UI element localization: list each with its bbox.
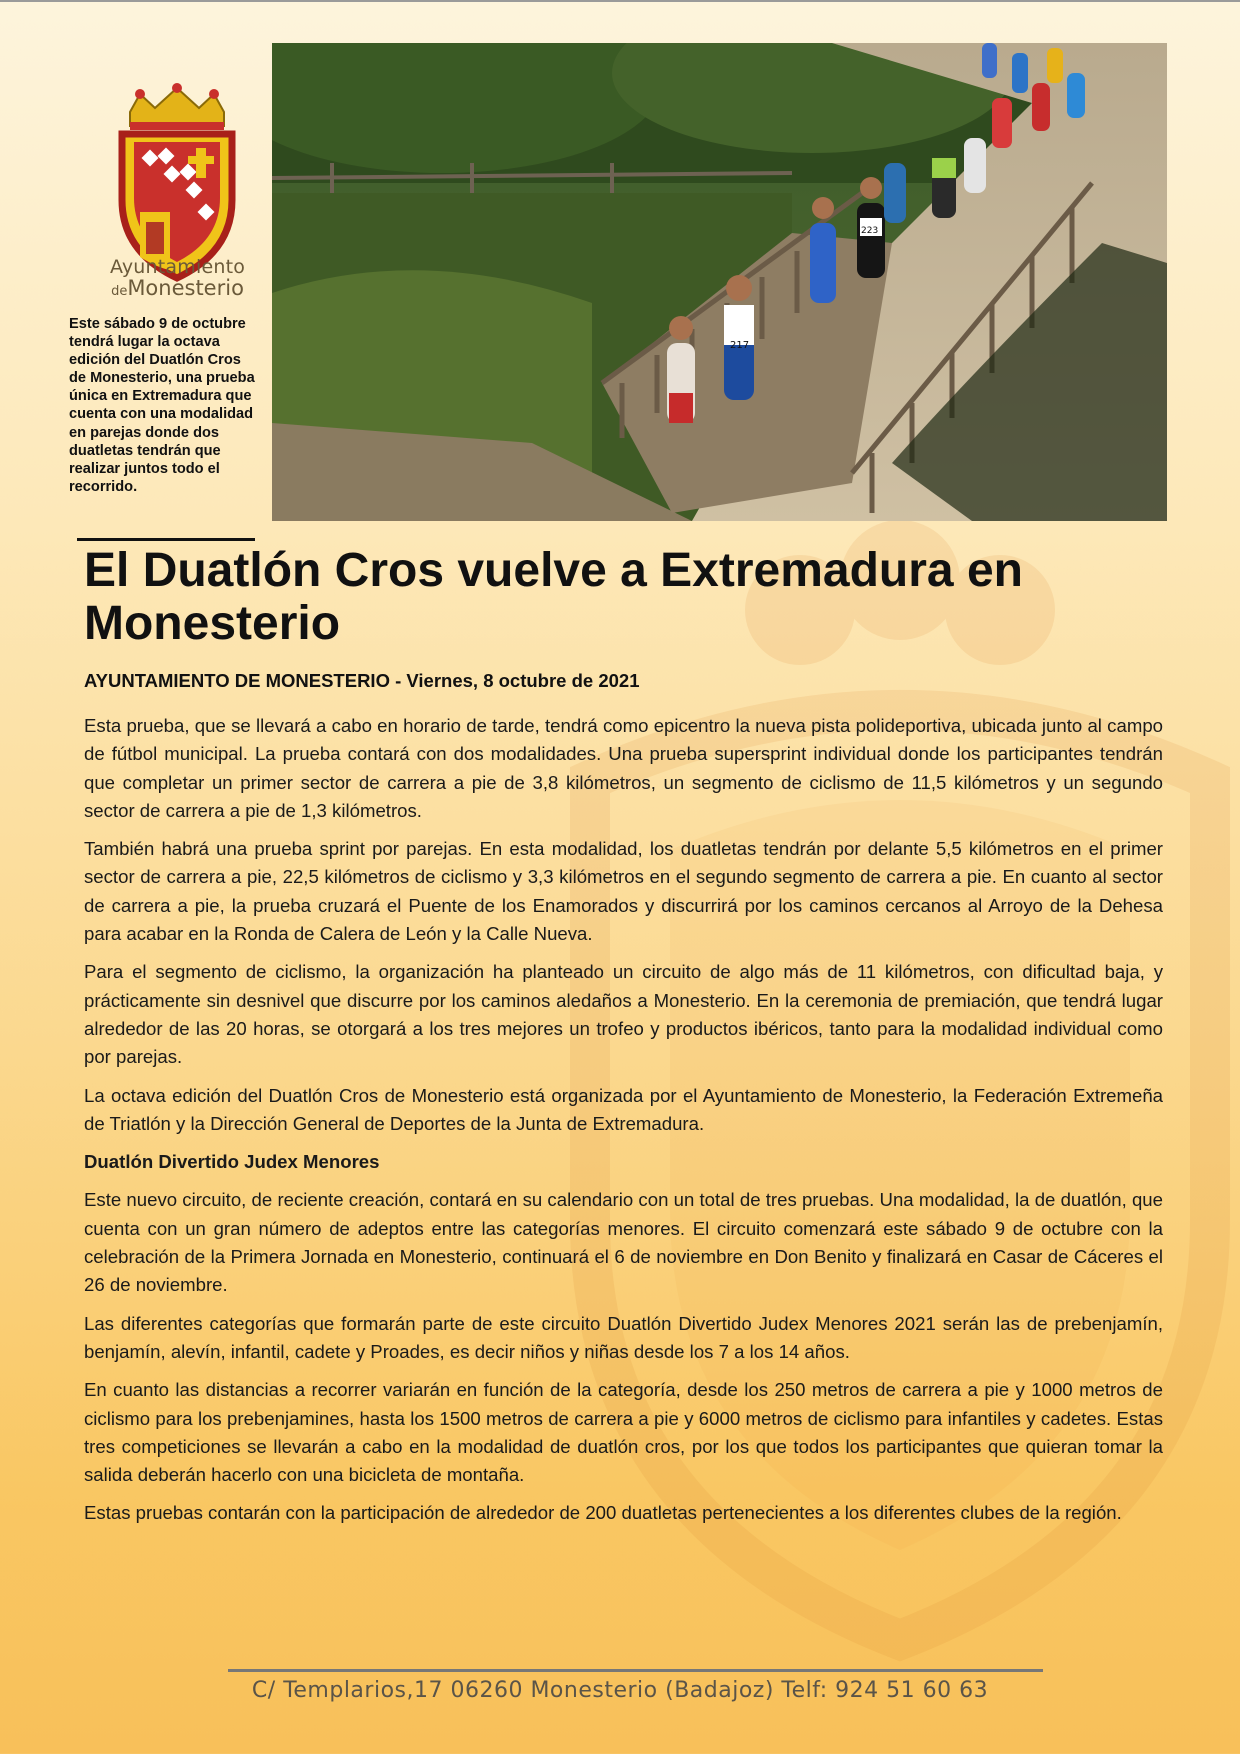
paragraph: También habrá una prueba sprint por parejas. En esta modalidad, los duatletas tendrán por delante 5,5 kilómetros en el primer sector de carrera a pie, 22,5 kilómetros de ciclismo y 3,3 kilómetros en el segundo segmento de carrera a pie. En cuanto al sector de carrera a pie, la prueba cruzará el Puente de los Enamorados y discurrirá por los caminos cercanos al Arroyo de la Dehesa para acabar en la Ronda de Calera de León y la Calle Nueva.	[84, 838, 1163, 945]
paragraph: La octava edición del Duatlón Cros de Monesterio está organizada por el Ayuntamiento de Monesterio, la Federación Extremeña de Triatlón y la Dirección General de Deportes de la Junta de Extremadura.	[84, 1084, 1163, 1134]
paragraph: Este nuevo circuito, de reciente creación, contará en su calendario con un total de tres pruebas. Una modalidad, la de duatlón, que cuenta con un gran número de adeptos entre las categorías menores. El circuito comenzará este sábado 9 de octubre con la celebración de la Primera Jornada en Monesterio, continuará el 6 de noviembre en Don Benito y finalizará en Casar de Cáceres el 26 de noviembre.	[84, 1189, 1163, 1296]
footer-divider	[228, 1669, 1043, 1672]
brand-line-1: Ayuntamiento	[109, 256, 246, 278]
paragraph: Las diferentes categorías que formarán parte de este circuito Duatlón Divertido Judex Menores 2021 serán las de prebenjamín, benjamín, alevín, infantil, cadete y Proades, es decir niños y niñas desde los 7 a los 14 años.	[84, 1312, 1163, 1362]
sidebar-divider	[77, 538, 255, 541]
brand-line-2	[100, 276, 255, 300]
article-byline: AYUNTAMIENTO DE MONESTERIO - Viernes, 8 octubre de 2021	[84, 670, 640, 691]
brand-line-2-name: Monesterio	[127, 276, 244, 300]
bib-2: 223	[861, 226, 879, 236]
paragraph: Esta prueba, que se llevará a cabo en horario de tarde, tendrá como epicentro la nueva pista polideportiva, ubicada junto al campo de fútbol municipal. La prueba contará con dos modalidades. Una prueba supersprint individual donde los participantes tendrán que completar un primer sector de carrera a pie de 3,8 kilómetros, un segmento de ciclismo de 11,5 kilómetros y un segundo sector de carrera a pie de 1,3 kilómetros.	[84, 715, 1163, 821]
paragraph: Para el segmento de ciclismo, la organización ha planteado un circuito de algo más de 11 kilómetros, con dificultad baja, y prácticamente sin desnivel que discurre por los caminos aledaños a Monesterio. En la ceremonia de premiación, que tendrá lugar alrededor de las 20 horas, se otorgará a los tres mejores un trofeo y productos ibéricos, tanto para la modalidad individual como por parejas.	[84, 961, 1163, 1068]
article-subheading: Duatlón Divertido Judex Menores	[84, 1151, 380, 1173]
bib-1: 217	[730, 340, 750, 351]
race-photo	[272, 43, 1167, 521]
article-headline: El Duatlón Cros vuelve a Extremadura en Monesterio	[84, 544, 1023, 650]
sidebar-summary: Este sábado 9 de octubre tendrá lugar la octava edición del Duatlón Cros de Monesterio, una prueba única en Extremadura que cuenta con una modalidad en parejas donde dos duatletas tendrán que realizar juntos todo el recorrido.	[69, 316, 255, 495]
footer-address: C/ Templarios,17 06260 Monesterio (Badajoz) Telf: 924 51 60 63	[251, 1678, 989, 1703]
paragraph: Estas pruebas contarán con la participación de alrededor de 200 duatletas pertenecientes a los diferentes clubes de la región.	[84, 1502, 1122, 1524]
paragraph: En cuanto las distancias a recorrer variarán en función de la categoría, desde los 250 metros de carrera a pie y 1000 metros de ciclismo para los prebenjamines, hasta los 1500 metros de carrera a pie y 6000 metros de ciclismo para infantiles y cadetes. Estas tres competiciones se llevarán a cabo en la modalidad de duatlón cros, por los que todos los participantes que quieran tomar la salida deberán hacerlo con una bicicleta de montaña.	[84, 1379, 1163, 1486]
brand-line-2-prefix: de	[111, 284, 128, 299]
article-body	[84, 712, 1163, 1538]
top-border	[0, 0, 1240, 2]
